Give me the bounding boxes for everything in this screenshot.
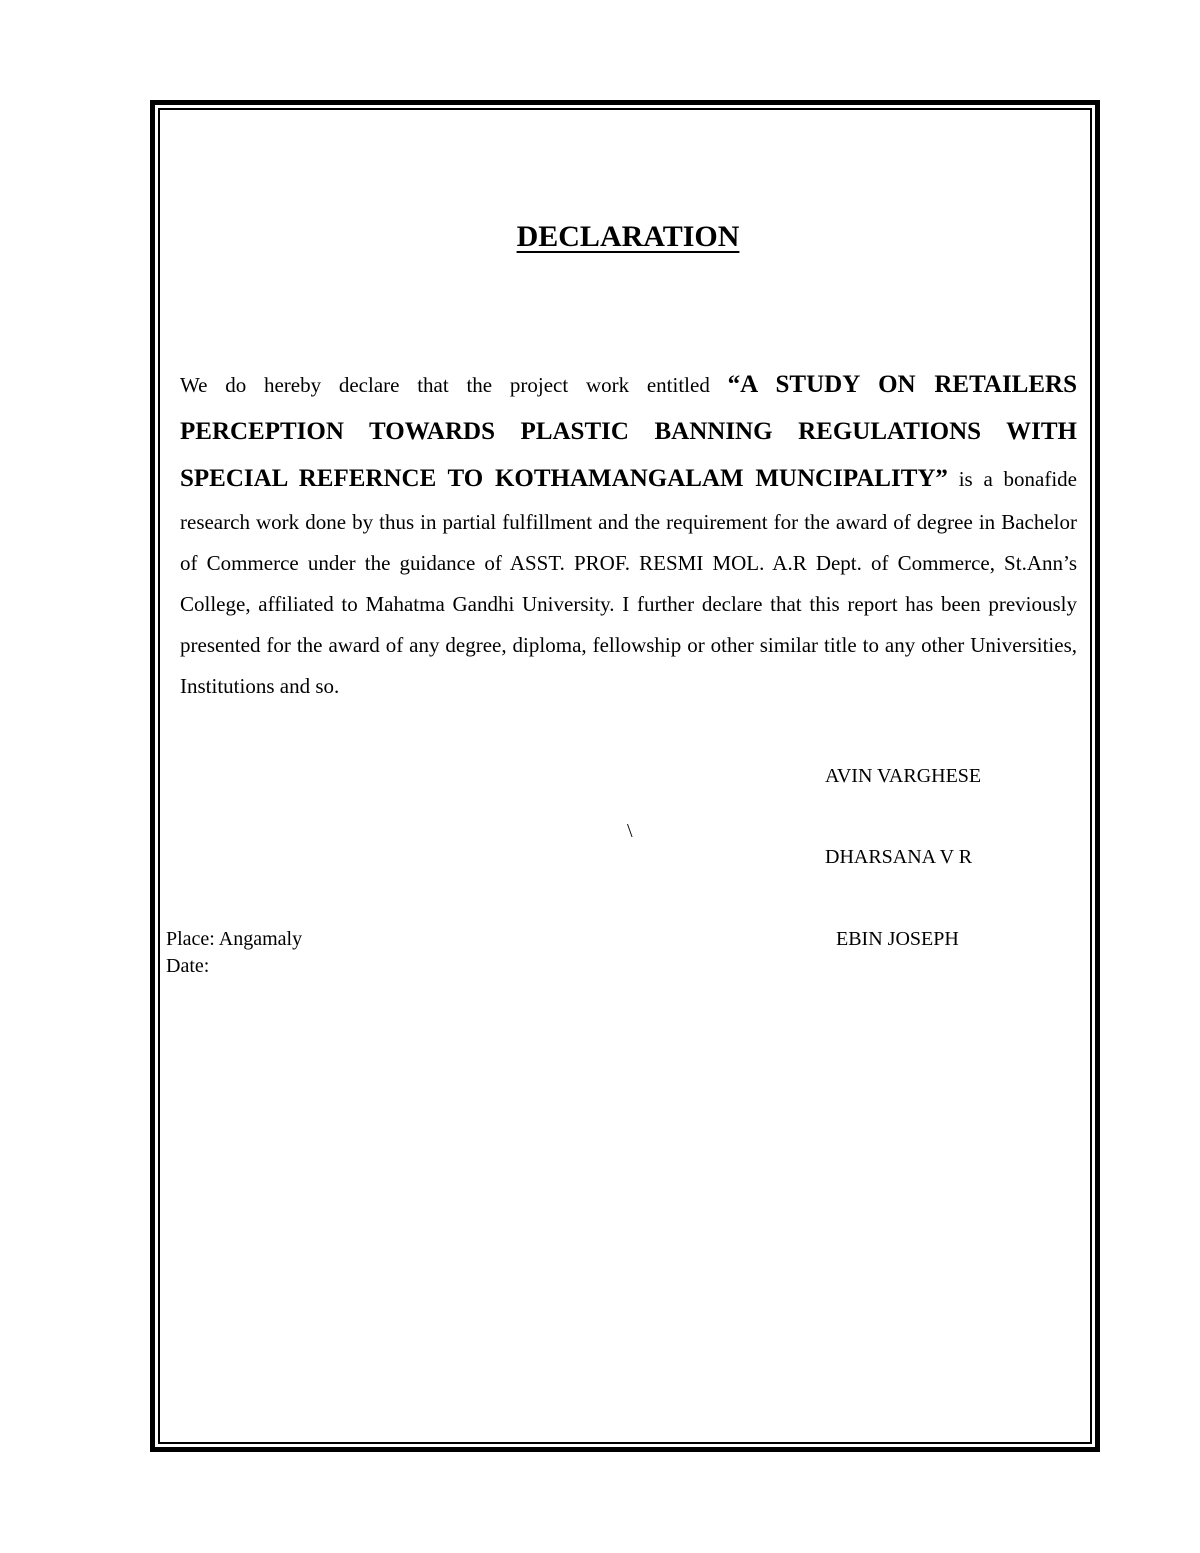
signatory-2: DHARSANA V R [825, 846, 973, 868]
page-title: DECLARATION [516, 220, 740, 253]
stray-mark: \ [627, 820, 633, 842]
declaration-body: is a bonafide research work done by thus in partial fulfillment and the requirement for the award of degree in Bachelor of Commerce under the guidance of ASST. PROF. RESMI MOL. A.R Dept. of Commerce, St.Ann’s College, affiliated to Mahatma Gandhi University. I further declare that this report has been previously presented for the award of any degree, diploma, fellowship or other similar title to any other Universities, Institutions and so. [180, 467, 1078, 698]
project-title: “A STUDY ON RETAILERS PERCEPTION TOWARDS PLASTIC BANNING REGULATIONS WITH SPECIAL REFERNCE TO KOTHAMANGALAM MUNCIPALITY” [180, 371, 1077, 492]
date-label: Date: [166, 955, 210, 977]
declaration-intro: We do hereby declare that the project work entitled [180, 373, 728, 397]
declaration-paragraph [180, 361, 1077, 707]
signatory-1: AVIN VARGHESE [825, 765, 982, 787]
signatory-3: EBIN JOSEPH [836, 928, 959, 950]
place-label: Place: Angamaly [166, 928, 303, 950]
